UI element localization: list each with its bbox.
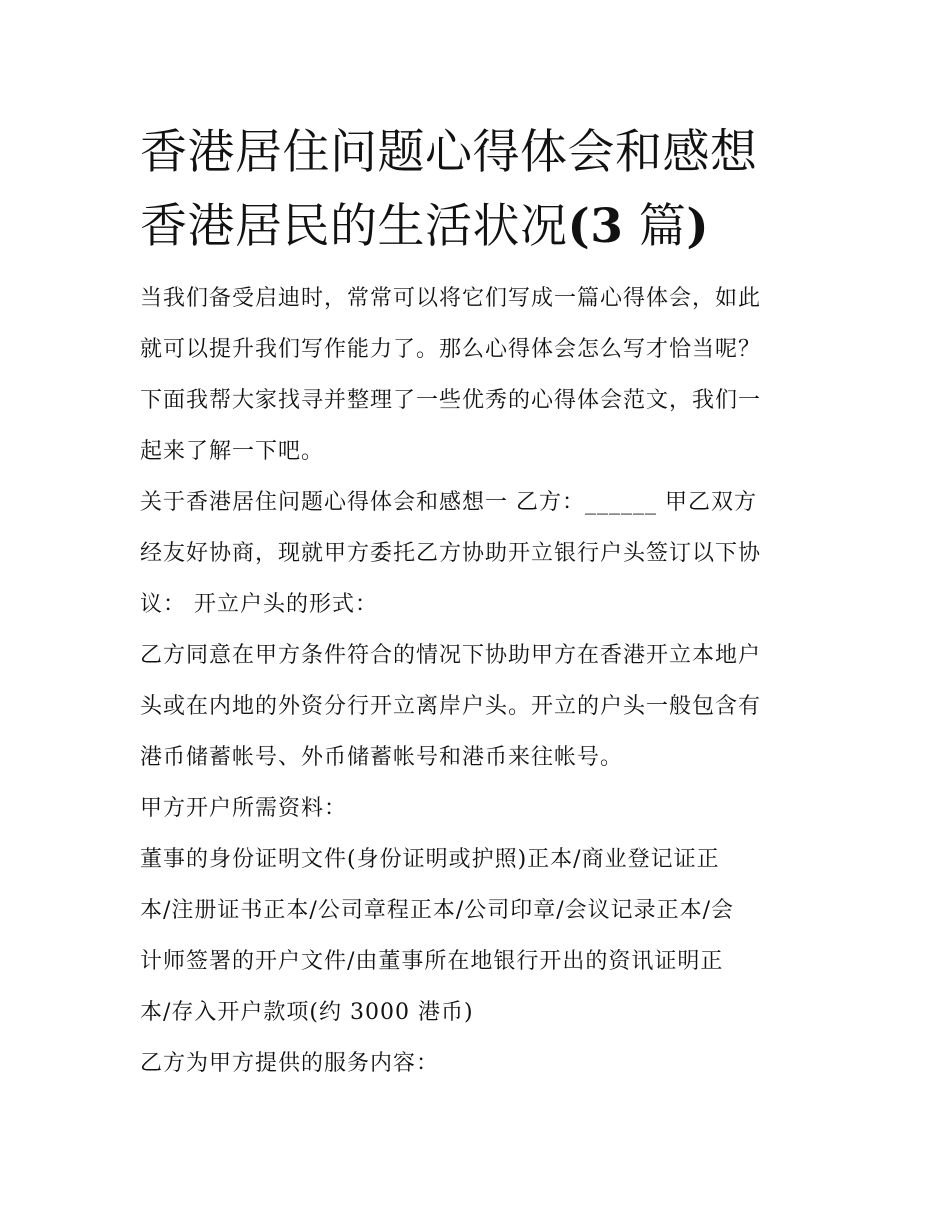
text-line: 本/注册证书正本/公司章程正本/公司印章/会议记录正本/会	[140, 898, 735, 923]
paragraph-account-form	[140, 637, 820, 790]
text-line: 本/存入开户款项(约 3000 港币)	[140, 1000, 474, 1025]
title-line-1: 香港居住问题心得体会和感想	[140, 125, 758, 180]
document-title	[140, 116, 830, 264]
text-line: 就可以提升我们写作能力了。那么心得体会怎么写才恰当呢？	[140, 337, 762, 362]
paragraph-intro	[140, 280, 820, 484]
text-line: 头或在内地的外资分行开立离岸户头。开立的户头一般包含有	[140, 694, 762, 719]
text-line: 经友好协商，现就甲方委托乙方协助开立银行户头签订以下协	[140, 541, 762, 566]
text-line: 计师签署的开户文件/由董事所在地银行开出的资讯证明正	[140, 949, 724, 974]
paragraph-services-heading	[140, 1045, 820, 1096]
text-line: 港币储蓄帐号、外币储蓄帐号和港币来往帐号。	[140, 745, 624, 770]
paragraph-required-docs-heading	[140, 790, 820, 841]
text-line: 乙方同意在甲方条件符合的情况下协助甲方在香港开立本地户	[140, 643, 762, 668]
text-line: 甲方开户所需资料：	[140, 796, 348, 821]
title-line-2-unit: 篇	[638, 199, 687, 254]
text-line: 董事的身份证明文件(身份证明或护照)正本/商业登记证正	[140, 847, 720, 872]
paragraph-required-docs	[140, 841, 820, 1045]
text-line: 关于香港居住问题心得体会和感想一 乙方：______ 甲乙双方	[140, 490, 757, 515]
text-line: 乙方为甲方提供的服务内容：	[140, 1051, 440, 1076]
text-line: 下面我帮大家找寻并整理了一些优秀的心得体会范文，我们一	[140, 388, 762, 413]
document-body	[140, 280, 820, 1096]
text-line: 当我们备受启迪时，常常可以将它们写成一篇心得体会，如此	[140, 286, 762, 311]
title-line-2-close: )	[686, 199, 710, 254]
text-line: 议： 开立户头的形式：	[140, 592, 378, 617]
text-line: 起来了解一下吧。	[140, 439, 325, 464]
paragraph-agreement	[140, 484, 820, 637]
title-line-2-main: 香港居民的生活状况	[140, 199, 568, 254]
title-line-2-count: (3	[567, 199, 624, 254]
